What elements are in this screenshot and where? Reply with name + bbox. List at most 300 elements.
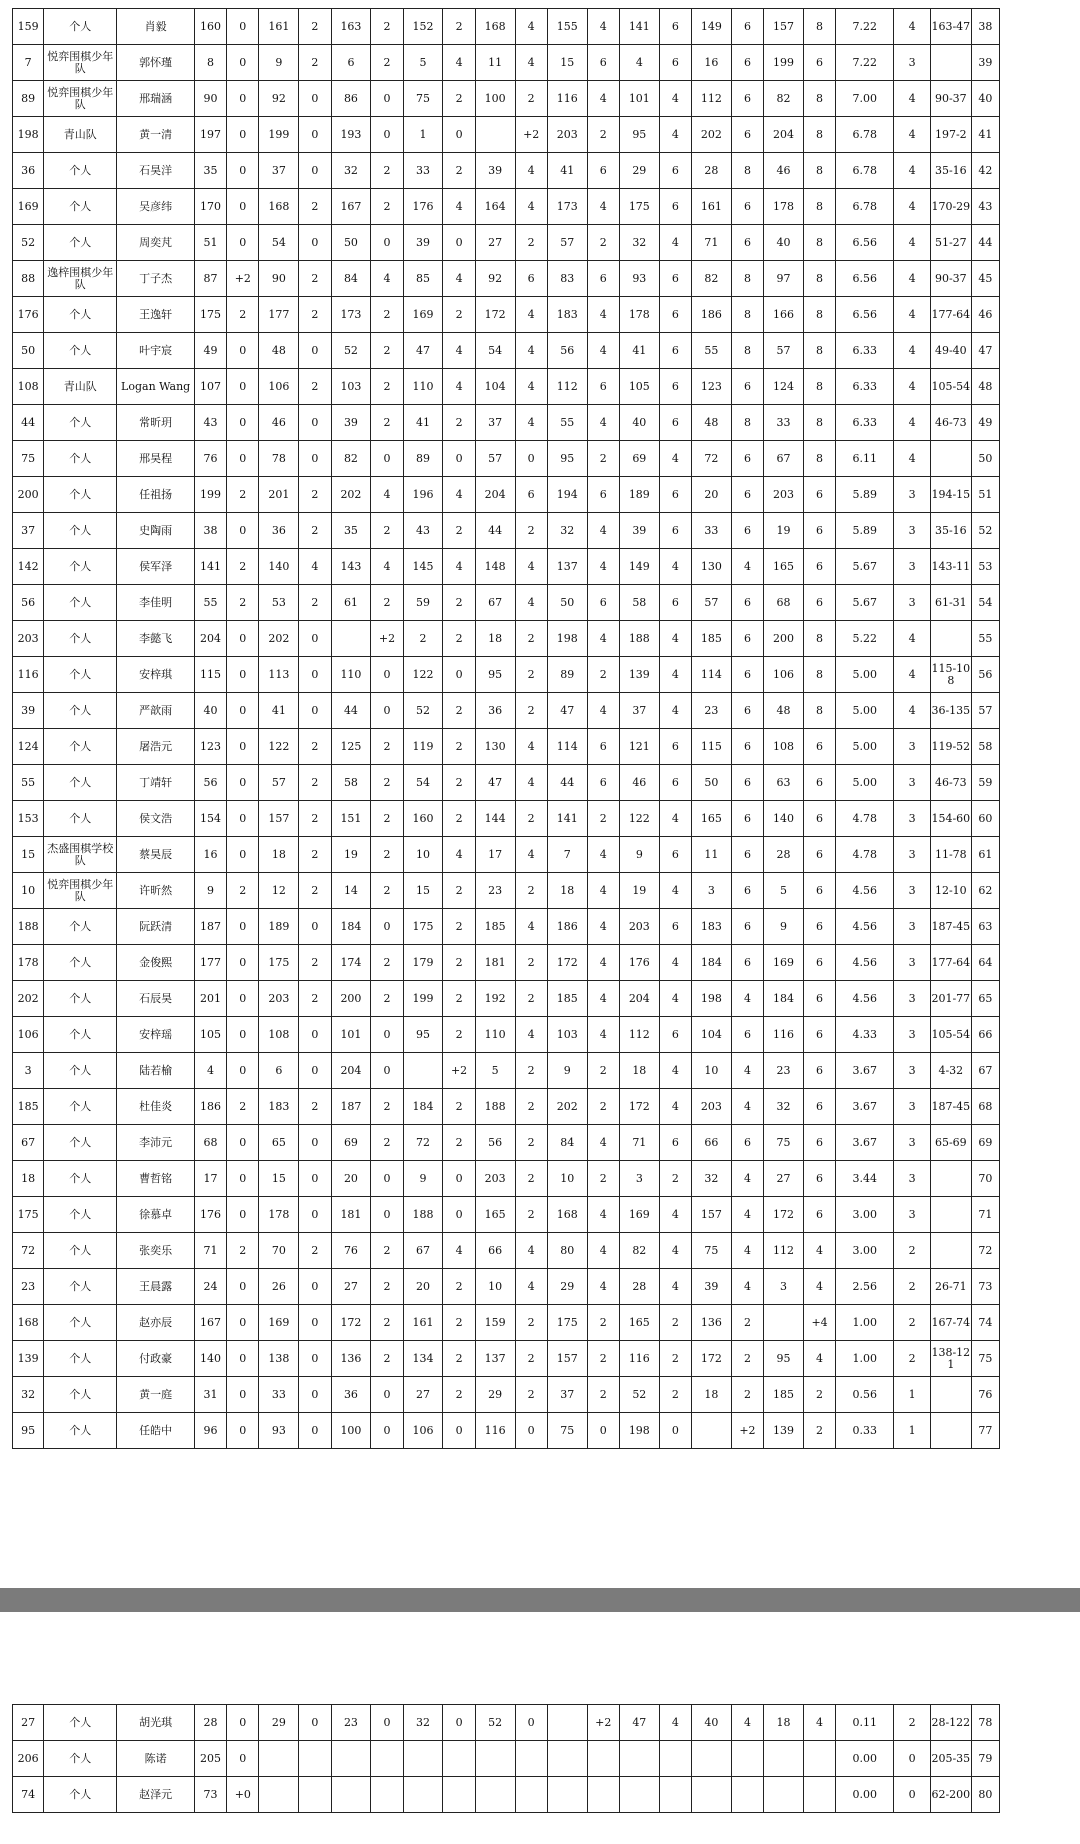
table-cell: 李懿飞 — [117, 621, 194, 657]
table-cell — [930, 441, 971, 477]
table-cell: 4 — [731, 1161, 763, 1197]
table-cell: 89 — [547, 657, 587, 693]
table-cell: 203 — [692, 1089, 732, 1125]
table-cell: 2 — [443, 1125, 475, 1161]
table-cell: 2 — [894, 1233, 931, 1269]
table-cell: 16 — [194, 837, 226, 873]
table-cell: 27 — [475, 225, 515, 261]
table-cell: 2 — [227, 1089, 259, 1125]
table-cell: 115 — [692, 729, 732, 765]
table-cell: 0 — [227, 117, 259, 153]
table-cell: 0 — [227, 1705, 259, 1741]
table-cell: 0 — [371, 657, 403, 693]
table-cell: 77 — [971, 1413, 999, 1449]
table-cell: 6 — [587, 45, 619, 81]
table-cell: 67 — [971, 1053, 999, 1089]
table-cell: 2 — [299, 1233, 331, 1269]
table-cell: 0 — [299, 81, 331, 117]
table-cell: 60 — [971, 801, 999, 837]
table-cell: 44 — [475, 513, 515, 549]
table-cell: 123 — [194, 729, 226, 765]
table-cell: 阮跃清 — [117, 909, 194, 945]
table-cell: 个人 — [44, 1341, 117, 1377]
table-cell: 166 — [764, 297, 804, 333]
table-cell: 3.67 — [836, 1089, 894, 1125]
table-cell: 72 — [971, 1233, 999, 1269]
table-cell: 0 — [443, 1161, 475, 1197]
table-cell: 201-77 — [930, 981, 971, 1017]
table-cell: 2 — [515, 873, 547, 909]
table-cell: 41 — [971, 117, 999, 153]
table-cell: 56 — [971, 657, 999, 693]
table-cell: 47 — [547, 693, 587, 729]
table-cell: 0 — [227, 1125, 259, 1161]
table-cell: 202 — [259, 621, 299, 657]
table-cell: 43 — [971, 189, 999, 225]
table-cell: 29 — [619, 153, 659, 189]
table-cell — [659, 1777, 691, 1813]
table-cell: 0 — [443, 117, 475, 153]
table-cell: 2 — [894, 1305, 931, 1341]
table-cell: 0 — [659, 1413, 691, 1449]
table-cell: 青山队 — [44, 117, 117, 153]
table-cell: 2 — [227, 549, 259, 585]
table-cell: 6 — [659, 189, 691, 225]
table-cell: 6 — [803, 45, 835, 81]
table-cell: 62 — [971, 873, 999, 909]
table-cell: 2 — [659, 1341, 691, 1377]
table-cell — [403, 1777, 443, 1813]
table-cell — [331, 1741, 371, 1777]
table-cell: 4 — [894, 621, 931, 657]
table-cell: 10 — [692, 1053, 732, 1089]
table-cell: 202 — [692, 117, 732, 153]
table-cell: 194 — [547, 477, 587, 513]
table-cell: 0 — [515, 1413, 547, 1449]
table-cell: 0 — [371, 441, 403, 477]
table-cell: 19 — [619, 873, 659, 909]
table-cell: 51 — [194, 225, 226, 261]
table-cell: 个人 — [44, 1777, 117, 1813]
table-cell: 4 — [659, 801, 691, 837]
table-cell: 5.22 — [836, 621, 894, 657]
table-cell: 168 — [547, 1197, 587, 1233]
table-cell: 0.33 — [836, 1413, 894, 1449]
table-cell: 71 — [194, 1233, 226, 1269]
table-cell: 2 — [894, 1705, 931, 1741]
table-cell: 23 — [764, 1053, 804, 1089]
table-cell: 5.67 — [836, 549, 894, 585]
table-cell: 0 — [227, 1053, 259, 1089]
table-cell: 18 — [13, 1161, 44, 1197]
table-cell: 28 — [692, 153, 732, 189]
table-cell: 18 — [692, 1377, 732, 1413]
table-cell: 19 — [331, 837, 371, 873]
table-cell: 6 — [803, 1053, 835, 1089]
table-cell — [731, 1777, 763, 1813]
table-cell: 2 — [894, 1269, 931, 1305]
table-cell — [515, 1777, 547, 1813]
table-cell: 122 — [403, 657, 443, 693]
table-cell: +2 — [731, 1413, 763, 1449]
table-cell: 37 — [259, 153, 299, 189]
table-cell: 个人 — [44, 9, 117, 45]
table-cell: 37 — [619, 693, 659, 729]
table-cell: 159 — [13, 9, 44, 45]
table-cell: 89 — [13, 81, 44, 117]
table-cell: 6 — [587, 729, 619, 765]
table-cell: 4 — [587, 909, 619, 945]
table-cell — [692, 1413, 732, 1449]
table-cell: 137 — [547, 549, 587, 585]
table-cell: 51 — [971, 477, 999, 513]
table-cell: 184 — [764, 981, 804, 1017]
table-cell — [692, 1741, 732, 1777]
table-cell: 0 — [443, 1413, 475, 1449]
table-cell: 205 — [194, 1741, 226, 1777]
table-cell: 69 — [971, 1125, 999, 1161]
table-cell: 2 — [371, 297, 403, 333]
table-cell: 185 — [13, 1089, 44, 1125]
table-cell: 6.33 — [836, 333, 894, 369]
table-cell — [299, 1741, 331, 1777]
table-cell: 个人 — [44, 909, 117, 945]
table-cell: 陆若榆 — [117, 1053, 194, 1089]
table-cell: 2 — [587, 801, 619, 837]
table-cell: 0 — [227, 405, 259, 441]
table-cell: 6.56 — [836, 261, 894, 297]
table-cell: 18 — [259, 837, 299, 873]
table-cell: 6 — [659, 837, 691, 873]
table-cell: 7.00 — [836, 81, 894, 117]
table-cell: 2 — [515, 1305, 547, 1341]
table-cell: 6 — [731, 729, 763, 765]
table-cell: 2 — [731, 1341, 763, 1377]
table-cell: 2 — [371, 801, 403, 837]
table-row — [13, 1269, 1000, 1305]
table-cell: 110 — [331, 657, 371, 693]
table-row — [13, 1017, 1000, 1053]
table-cell: 4 — [515, 549, 547, 585]
table-cell: 153 — [13, 801, 44, 837]
table-cell: 6 — [731, 693, 763, 729]
table-row — [13, 81, 1000, 117]
table-cell: 李佳明 — [117, 585, 194, 621]
table-cell: +2 — [443, 1053, 475, 1089]
table-cell: 144 — [475, 801, 515, 837]
table-cell: 11-78 — [930, 837, 971, 873]
table-cell: 20 — [403, 1269, 443, 1305]
table-cell: 0 — [299, 621, 331, 657]
table-row — [13, 1197, 1000, 1233]
table-cell: 侯军泽 — [117, 549, 194, 585]
table-cell: 3 — [894, 801, 931, 837]
table-cell: 4 — [515, 909, 547, 945]
table-cell: 50 — [331, 225, 371, 261]
table-cell: 4 — [515, 189, 547, 225]
table-cell: 0 — [227, 765, 259, 801]
table-cell: 0.11 — [836, 1705, 894, 1741]
table-cell: 82 — [331, 441, 371, 477]
table-cell: 6 — [731, 477, 763, 513]
table-cell: 3 — [894, 1053, 931, 1089]
table-cell: 161 — [403, 1305, 443, 1341]
table-cell: 黄一清 — [117, 117, 194, 153]
table-cell: 122 — [619, 801, 659, 837]
table-cell: 63 — [971, 909, 999, 945]
table-cell: 4 — [894, 81, 931, 117]
table-cell: 6 — [803, 765, 835, 801]
table-cell: 134 — [403, 1341, 443, 1377]
table-cell: 173 — [331, 297, 371, 333]
table-cell: 40 — [619, 405, 659, 441]
table-cell: 32 — [619, 225, 659, 261]
table-cell — [764, 1777, 804, 1813]
table-cell: 90 — [194, 81, 226, 117]
table-cell: 0 — [227, 81, 259, 117]
table-cell: 200 — [331, 981, 371, 1017]
table-cell: 124 — [764, 369, 804, 405]
table-cell: 80 — [971, 1777, 999, 1813]
table-cell: 18 — [619, 1053, 659, 1089]
table-cell: 202 — [13, 981, 44, 1017]
table-cell: 165 — [692, 801, 732, 837]
table-cell: 107 — [194, 369, 226, 405]
table-cell: 76 — [194, 441, 226, 477]
table-cell: +0 — [227, 1777, 259, 1813]
table-cell: 0 — [227, 153, 259, 189]
table-cell: 101 — [331, 1017, 371, 1053]
table-cell: 61 — [971, 837, 999, 873]
table-cell: 4 — [659, 1269, 691, 1305]
table-cell: 75 — [971, 1341, 999, 1377]
table-cell: 176 — [619, 945, 659, 981]
table-cell: 67 — [764, 441, 804, 477]
table-cell: 104 — [692, 1017, 732, 1053]
table-cell — [930, 1377, 971, 1413]
table-cell: 184 — [331, 909, 371, 945]
table-cell: 5.00 — [836, 693, 894, 729]
table-cell: 6 — [659, 369, 691, 405]
table-cell: 184 — [403, 1089, 443, 1125]
table-cell: 89 — [403, 441, 443, 477]
table-cell: 2 — [443, 1377, 475, 1413]
table-cell: 38 — [971, 9, 999, 45]
table-cell: 204 — [475, 477, 515, 513]
table-cell: 95 — [547, 441, 587, 477]
table-cell: 6.56 — [836, 225, 894, 261]
table-cell — [443, 1777, 475, 1813]
table-cell — [443, 1741, 475, 1777]
table-cell: 2 — [443, 729, 475, 765]
table-cell: 2 — [299, 297, 331, 333]
table-cell: 142 — [13, 549, 44, 585]
table-cell: 65 — [259, 1125, 299, 1161]
table-cell: 4 — [443, 45, 475, 81]
table-cell: 2 — [803, 1413, 835, 1449]
table-cell: 174 — [331, 945, 371, 981]
table-cell: 0 — [515, 1705, 547, 1741]
table-cell: 201 — [194, 981, 226, 1017]
table-cell: 4 — [443, 369, 475, 405]
table-cell: 95 — [475, 657, 515, 693]
table-cell: +2 — [371, 621, 403, 657]
table-cell: 197-2 — [930, 117, 971, 153]
table-cell: 4 — [587, 1233, 619, 1269]
table-cell: 3 — [894, 45, 931, 81]
table-cell: 27 — [403, 1377, 443, 1413]
table-cell: 200 — [13, 477, 44, 513]
table-cell: 43 — [403, 513, 443, 549]
table-cell: 0 — [227, 657, 259, 693]
table-cell: 84 — [331, 261, 371, 297]
table-cell: 5 — [764, 873, 804, 909]
table-cell: 4 — [587, 513, 619, 549]
table-row — [13, 585, 1000, 621]
table-cell: 0 — [371, 117, 403, 153]
table-cell: 11 — [475, 45, 515, 81]
table-cell: 10 — [475, 1269, 515, 1305]
table-cell: 8 — [731, 405, 763, 441]
table-cell: 2 — [371, 1341, 403, 1377]
table-cell: 史陶雨 — [117, 513, 194, 549]
table-cell: 2 — [371, 45, 403, 81]
table-cell: 116 — [764, 1017, 804, 1053]
table-cell: 6 — [731, 837, 763, 873]
table-cell: 4 — [731, 549, 763, 585]
table-row — [13, 153, 1000, 189]
table-cell: 78 — [259, 441, 299, 477]
table-cell: 199 — [764, 45, 804, 81]
table-cell: 67 — [475, 585, 515, 621]
table-cell: 16 — [692, 45, 732, 81]
table-cell: 32 — [13, 1377, 44, 1413]
table-cell: 49-40 — [930, 333, 971, 369]
table-cell: 严歆雨 — [117, 693, 194, 729]
table-cell: 4 — [894, 657, 931, 693]
table-cell: 6.78 — [836, 117, 894, 153]
table-cell: 0.00 — [836, 1777, 894, 1813]
table-cell: 5.00 — [836, 729, 894, 765]
table-cell: 170 — [194, 189, 226, 225]
table-cell: 56 — [547, 333, 587, 369]
table-cell: 48 — [259, 333, 299, 369]
table-cell: 82 — [692, 261, 732, 297]
table-cell: 4 — [587, 549, 619, 585]
table-cell: 173 — [547, 189, 587, 225]
table-cell: 4 — [731, 1705, 763, 1741]
table-cell: 2 — [659, 1305, 691, 1341]
table-cell: 61 — [331, 585, 371, 621]
table-cell: 40 — [971, 81, 999, 117]
table-cell: 0 — [894, 1777, 931, 1813]
table-cell: 4 — [515, 405, 547, 441]
table-row — [13, 1233, 1000, 1269]
table-cell: 0 — [227, 1377, 259, 1413]
table-cell: 3.00 — [836, 1233, 894, 1269]
table-cell: 0 — [299, 909, 331, 945]
table-cell: 68 — [764, 585, 804, 621]
table-cell: 189 — [619, 477, 659, 513]
table-cell: 15 — [547, 45, 587, 81]
table-cell: 2 — [587, 441, 619, 477]
table-cell: 0 — [443, 225, 475, 261]
table-cell: 65-69 — [930, 1125, 971, 1161]
table-cell: 8 — [803, 621, 835, 657]
table-cell: 0 — [227, 1269, 259, 1305]
table-cell: 71 — [692, 225, 732, 261]
table-cell: 165 — [764, 549, 804, 585]
table-cell: 67 — [403, 1233, 443, 1269]
table-cell: 3 — [894, 1197, 931, 1233]
table-row — [13, 765, 1000, 801]
table-cell: 7.22 — [836, 9, 894, 45]
table-cell: 6 — [659, 153, 691, 189]
table-cell: 3 — [894, 477, 931, 513]
table-cell: 35-16 — [930, 513, 971, 549]
table-row — [13, 1125, 1000, 1161]
table-cell: 0 — [299, 117, 331, 153]
table-cell: 2 — [731, 1377, 763, 1413]
table-cell: 2 — [587, 1377, 619, 1413]
table-cell: 165 — [619, 1305, 659, 1341]
table-cell: 4 — [515, 9, 547, 45]
table-cell — [930, 1197, 971, 1233]
table-cell: 个人 — [44, 549, 117, 585]
table-cell: 0.00 — [836, 1741, 894, 1777]
table-cell: 个人 — [44, 1017, 117, 1053]
table-cell: 184 — [692, 945, 732, 981]
table-cell: 73 — [194, 1777, 226, 1813]
table-cell: 41 — [619, 333, 659, 369]
table-cell: 2 — [371, 1233, 403, 1269]
table-row — [13, 837, 1000, 873]
table-cell: 4.56 — [836, 873, 894, 909]
table-cell: 6 — [731, 225, 763, 261]
table-cell: 4 — [894, 693, 931, 729]
table-cell: 0 — [299, 153, 331, 189]
table-cell: 4 — [619, 45, 659, 81]
table-cell: 2 — [299, 369, 331, 405]
table-cell: 2 — [587, 225, 619, 261]
table-cell: 123 — [692, 369, 732, 405]
table-cell: 4 — [443, 837, 475, 873]
table-cell: 48 — [764, 693, 804, 729]
table-cell: 2 — [371, 333, 403, 369]
table-cell: 2 — [299, 837, 331, 873]
table-cell: 56 — [13, 585, 44, 621]
table-cell: 个人 — [44, 333, 117, 369]
table-cell: 161 — [692, 189, 732, 225]
table-cell: 68 — [971, 1089, 999, 1125]
table-cell: 0 — [299, 405, 331, 441]
table-cell: 6 — [659, 9, 691, 45]
table-cell: 8 — [803, 189, 835, 225]
table-cell: 6 — [659, 729, 691, 765]
table-cell: 6 — [731, 621, 763, 657]
table-cell: 4 — [659, 657, 691, 693]
table-cell: 6 — [515, 477, 547, 513]
table-cell: 5.00 — [836, 657, 894, 693]
table-cell — [475, 1777, 515, 1813]
table-cell — [764, 1741, 804, 1777]
table-cell: 8 — [803, 369, 835, 405]
table-cell: 54 — [259, 225, 299, 261]
table-cell: 181 — [331, 1197, 371, 1233]
table-cell: 8 — [731, 153, 763, 189]
table-cell: 52 — [971, 513, 999, 549]
table-cell: 72 — [13, 1233, 44, 1269]
